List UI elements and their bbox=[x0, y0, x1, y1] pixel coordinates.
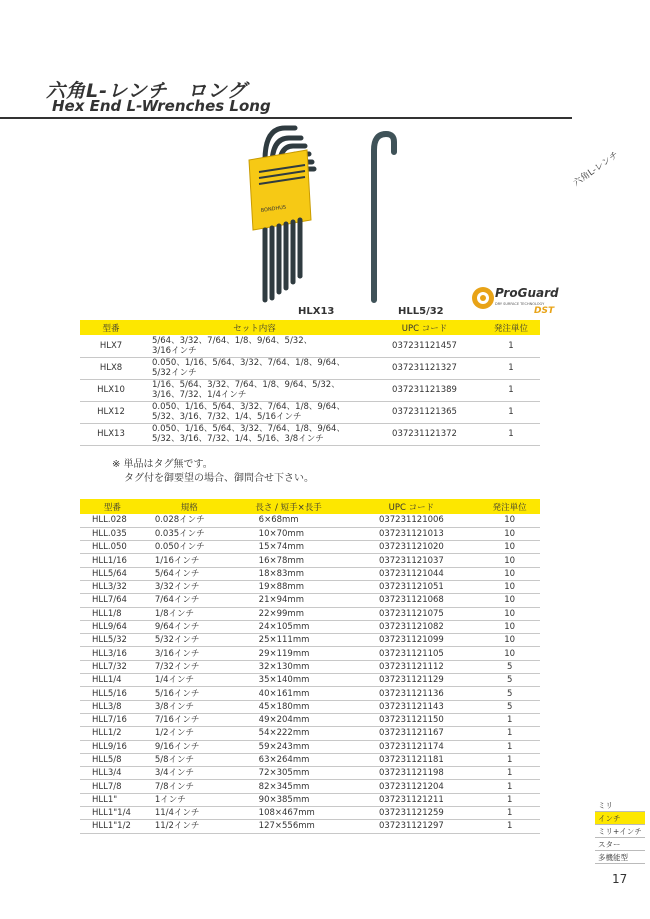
table-row bbox=[80, 780, 540, 793]
col-model: 型番 bbox=[80, 320, 142, 335]
cell-model: HLL7/16 bbox=[80, 713, 145, 726]
cell-length: 54×222mm bbox=[234, 727, 344, 740]
cell-length: 59×243mm bbox=[234, 740, 344, 753]
table-row bbox=[80, 567, 540, 580]
table-row bbox=[80, 753, 540, 766]
table-row bbox=[80, 527, 540, 540]
cell-length: 10×70mm bbox=[234, 527, 344, 540]
cell-model: HLL.050 bbox=[80, 541, 145, 554]
size-table-header bbox=[80, 499, 540, 514]
cell-upc: 037231121211 bbox=[343, 793, 479, 806]
caption-hlx13: HLX13 bbox=[298, 306, 335, 317]
note-line-2: タグ付を御要望の場合、御問合せ下さい。 bbox=[124, 473, 314, 484]
cell-unit: 10 bbox=[479, 554, 540, 567]
page-title-en: Hex End L-Wrenches Long bbox=[52, 97, 271, 115]
cell-upc: 037231121006 bbox=[343, 514, 479, 527]
index-item-mm[interactable]: ミリ bbox=[595, 799, 645, 812]
col-unit: 発注単位 bbox=[479, 499, 540, 514]
cell-spec: 5/64インチ bbox=[145, 567, 234, 580]
cell-upc: 037231121129 bbox=[343, 674, 479, 687]
cell-unit: 10 bbox=[479, 580, 540, 593]
table-row bbox=[80, 807, 540, 820]
cell-spec: 1/8インチ bbox=[145, 607, 234, 620]
cell-length: 49×204mm bbox=[234, 713, 344, 726]
cell-spec: 0.028インチ bbox=[145, 514, 234, 527]
cell-upc: 037231121020 bbox=[343, 541, 479, 554]
table-row bbox=[80, 514, 540, 527]
logo-main-text: ProGuard bbox=[495, 286, 559, 300]
hlx13-product-image bbox=[245, 120, 335, 310]
table-row bbox=[80, 634, 540, 647]
table-row bbox=[80, 713, 540, 726]
cell-model: HLL9/16 bbox=[80, 740, 145, 753]
cell-length: 24×105mm bbox=[234, 620, 344, 633]
cell-spec: 3/16インチ bbox=[145, 647, 234, 660]
cell-upc: 037231121204 bbox=[343, 780, 479, 793]
table-row bbox=[80, 620, 540, 633]
cell-length: 63×264mm bbox=[234, 753, 344, 766]
set-table bbox=[80, 320, 540, 446]
cell-model: HLL5/32 bbox=[80, 634, 145, 647]
cell-unit: 10 bbox=[479, 634, 540, 647]
cell-unit: 1 bbox=[479, 727, 540, 740]
cell-spec: 9/16インチ bbox=[145, 740, 234, 753]
cell-upc: 037231121150 bbox=[343, 713, 479, 726]
cell-length: 21×94mm bbox=[234, 594, 344, 607]
table-row bbox=[80, 740, 540, 753]
cell-unit: 1 bbox=[479, 767, 540, 780]
cell-spec: 7/64インチ bbox=[145, 594, 234, 607]
cell-model: HLL7/64 bbox=[80, 594, 145, 607]
cell-model: HLL1/8 bbox=[80, 607, 145, 620]
cell-upc: 037231121068 bbox=[343, 594, 479, 607]
cell-upc: 037231121143 bbox=[343, 700, 479, 713]
table-row bbox=[80, 607, 540, 620]
cell-unit: 10 bbox=[479, 527, 540, 540]
cell-length: 18×83mm bbox=[234, 567, 344, 580]
cell-model: HLL.028 bbox=[80, 514, 145, 527]
cell-unit: 10 bbox=[479, 607, 540, 620]
logo-sub-text: DRY SURFACE TECHNOLOGY bbox=[495, 302, 545, 306]
table-row: HLX13 0.050、1/16、5/64、3/32、7/64、1/8、9/64、 5/32、3/16、7/32、1/4、5/16、3/8インチ 037231121372 1 bbox=[80, 423, 540, 445]
cell-length: 90×385mm bbox=[234, 793, 344, 806]
cell-spec: 7/16インチ bbox=[145, 713, 234, 726]
cell-unit: 1 bbox=[479, 820, 540, 833]
cell-spec: 1/2インチ bbox=[145, 727, 234, 740]
cell-upc: 037231121174 bbox=[343, 740, 479, 753]
cell-unit: 10 bbox=[479, 594, 540, 607]
table-row bbox=[80, 687, 540, 700]
note-line-1: ※ 単品はタグ無です。 bbox=[112, 459, 213, 470]
table-row: HLX12 0.050、1/16、5/64、3/32、7/64、1/8、9/64、 5/32、3/16、7/32、1/4、5/16インチ 037231121365 1 bbox=[80, 401, 540, 423]
cell-unit: 1 bbox=[479, 753, 540, 766]
cell-model: HLL3/16 bbox=[80, 647, 145, 660]
cell-model: HLL5/16 bbox=[80, 687, 145, 700]
cell-length: 22×99mm bbox=[234, 607, 344, 620]
cell-length: 16×78mm bbox=[234, 554, 344, 567]
cell-upc: 037231121112 bbox=[343, 660, 479, 673]
cell-model: HLL1"1/2 bbox=[80, 820, 145, 833]
table-row bbox=[80, 580, 540, 593]
index-item-star[interactable]: スター bbox=[595, 838, 645, 851]
cell-length: 32×130mm bbox=[234, 660, 344, 673]
cell-unit: 1 bbox=[479, 793, 540, 806]
cell-upc: 037231121013 bbox=[343, 527, 479, 540]
cell-spec: 5/8インチ bbox=[145, 753, 234, 766]
table-row bbox=[80, 820, 540, 833]
cell-upc: 037231121198 bbox=[343, 767, 479, 780]
cell-unit: 5 bbox=[479, 687, 540, 700]
table-row: HLX7 5/64、3/32、7/64、1/8、9/64、5/32、 3/16インチ 037231121457 1 bbox=[80, 335, 540, 357]
index-item-inch[interactable]: インチ bbox=[595, 812, 645, 825]
cell-spec: 7/32インチ bbox=[145, 660, 234, 673]
cell-length: 72×305mm bbox=[234, 767, 344, 780]
cell-upc: 037231121051 bbox=[343, 580, 479, 593]
table-row bbox=[80, 674, 540, 687]
page-title-jp: 六角L-レンチ ロング bbox=[46, 80, 248, 102]
cell-unit: 10 bbox=[479, 514, 540, 527]
cell-length: 127×556mm bbox=[234, 820, 344, 833]
table-row bbox=[80, 793, 540, 806]
table-row: HLX10 1/16、5/64、3/32、7/64、1/8、9/64、5/32、 3/16、7/32、1/4インチ 037231121389 1 bbox=[80, 379, 540, 401]
cell-length: 40×161mm bbox=[234, 687, 344, 700]
cell-upc: 037231121136 bbox=[343, 687, 479, 700]
notes bbox=[112, 458, 314, 486]
cell-model: HLL5/64 bbox=[80, 567, 145, 580]
cell-upc: 037231121082 bbox=[343, 620, 479, 633]
cell-spec: 11/2インチ bbox=[145, 820, 234, 833]
title-divider bbox=[0, 117, 572, 119]
cell-upc: 037231121167 bbox=[343, 727, 479, 740]
proguard-logo bbox=[470, 280, 565, 318]
cell-model: HLL9/64 bbox=[80, 620, 145, 633]
cell-length: 29×119mm bbox=[234, 647, 344, 660]
size-table-body bbox=[80, 514, 540, 833]
cell-spec: 3/4インチ bbox=[145, 767, 234, 780]
col-upc: UPC コード bbox=[343, 499, 479, 514]
cell-length: 35×140mm bbox=[234, 674, 344, 687]
cell-spec: 0.050インチ bbox=[145, 541, 234, 554]
cell-length: 108×467mm bbox=[234, 807, 344, 820]
table-row bbox=[80, 594, 540, 607]
index-item-mm-inch[interactable]: ミリ+インチ bbox=[595, 825, 645, 838]
cell-upc: 037231121037 bbox=[343, 554, 479, 567]
table-row bbox=[80, 727, 540, 740]
cell-model: HLL3/32 bbox=[80, 580, 145, 593]
cell-unit: 10 bbox=[479, 567, 540, 580]
cell-unit: 10 bbox=[479, 620, 540, 633]
cell-model: HLL5/8 bbox=[80, 753, 145, 766]
table-row bbox=[80, 541, 540, 554]
col-length: 長さ / 短手×長手 bbox=[234, 499, 344, 514]
cell-upc: 037231121297 bbox=[343, 820, 479, 833]
cell-unit: 1 bbox=[479, 740, 540, 753]
cell-length: 15×74mm bbox=[234, 541, 344, 554]
cell-model: HLL1"1/4 bbox=[80, 807, 145, 820]
side-index bbox=[595, 799, 645, 864]
col-content: セット内容 bbox=[142, 320, 367, 335]
cell-model: HLL3/8 bbox=[80, 700, 145, 713]
cell-model: HLL1/2 bbox=[80, 727, 145, 740]
size-table bbox=[80, 499, 540, 834]
cell-spec: 3/32インチ bbox=[145, 580, 234, 593]
cell-upc: 037231121099 bbox=[343, 634, 479, 647]
table-row bbox=[80, 554, 540, 567]
cell-length: 82×345mm bbox=[234, 780, 344, 793]
cell-model: HLL.035 bbox=[80, 527, 145, 540]
table-row bbox=[80, 767, 540, 780]
set-table-header bbox=[80, 320, 540, 335]
table-row: HLX8 0.050、1/16、5/64、3/32、7/64、1/8、9/64、 5/32インチ 037231121327 1 bbox=[80, 357, 540, 379]
cell-length: 25×111mm bbox=[234, 634, 344, 647]
cell-spec: 1/16インチ bbox=[145, 554, 234, 567]
index-item-multi[interactable]: 多機能型 bbox=[595, 851, 645, 864]
col-upc: UPC コード bbox=[367, 320, 482, 335]
cell-unit: 1 bbox=[479, 807, 540, 820]
cell-unit: 10 bbox=[479, 647, 540, 660]
cell-unit: 10 bbox=[479, 541, 540, 554]
cell-upc: 037231121259 bbox=[343, 807, 479, 820]
cell-unit: 5 bbox=[479, 674, 540, 687]
cell-spec: 3/8インチ bbox=[145, 700, 234, 713]
cell-length: 45×180mm bbox=[234, 700, 344, 713]
cell-spec: 9/64インチ bbox=[145, 620, 234, 633]
cell-model: HLL7/8 bbox=[80, 780, 145, 793]
caption-hll532: HLL5/32 bbox=[398, 306, 444, 317]
cell-spec: 1インチ bbox=[145, 793, 234, 806]
cell-length: 19×88mm bbox=[234, 580, 344, 593]
cell-model: HLL1" bbox=[80, 793, 145, 806]
cell-model: HLL1/4 bbox=[80, 674, 145, 687]
cell-spec: 5/32インチ bbox=[145, 634, 234, 647]
cell-upc: 037231121044 bbox=[343, 567, 479, 580]
col-model: 型番 bbox=[80, 499, 145, 514]
cell-spec: 1/4インチ bbox=[145, 674, 234, 687]
cell-model: HLL7/32 bbox=[80, 660, 145, 673]
table-row bbox=[80, 700, 540, 713]
cell-unit: 1 bbox=[479, 713, 540, 726]
cell-spec: 11/4インチ bbox=[145, 807, 234, 820]
page-number: 17 bbox=[612, 872, 628, 886]
cell-model: HLL1/16 bbox=[80, 554, 145, 567]
table-row bbox=[80, 660, 540, 673]
table-row bbox=[80, 647, 540, 660]
holder-brand-text: BONDHUS bbox=[260, 204, 287, 214]
cell-unit: 1 bbox=[479, 780, 540, 793]
cell-unit: 5 bbox=[479, 660, 540, 673]
cell-upc: 037231121105 bbox=[343, 647, 479, 660]
col-unit: 発注単位 bbox=[482, 320, 540, 335]
col-spec: 規格 bbox=[145, 499, 234, 514]
hll532-product-image bbox=[364, 128, 404, 308]
cell-length: 6×68mm bbox=[234, 514, 344, 527]
cell-upc: 037231121075 bbox=[343, 607, 479, 620]
cell-upc: 037231121181 bbox=[343, 753, 479, 766]
cell-spec: 7/8インチ bbox=[145, 780, 234, 793]
cell-unit: 5 bbox=[479, 700, 540, 713]
cell-model: HLL3/4 bbox=[80, 767, 145, 780]
side-category-label: 六角L-レンチ bbox=[571, 150, 621, 189]
cell-spec: 0.035インチ bbox=[145, 527, 234, 540]
cell-spec: 5/16インチ bbox=[145, 687, 234, 700]
logo-dst-text: DST bbox=[534, 306, 555, 316]
